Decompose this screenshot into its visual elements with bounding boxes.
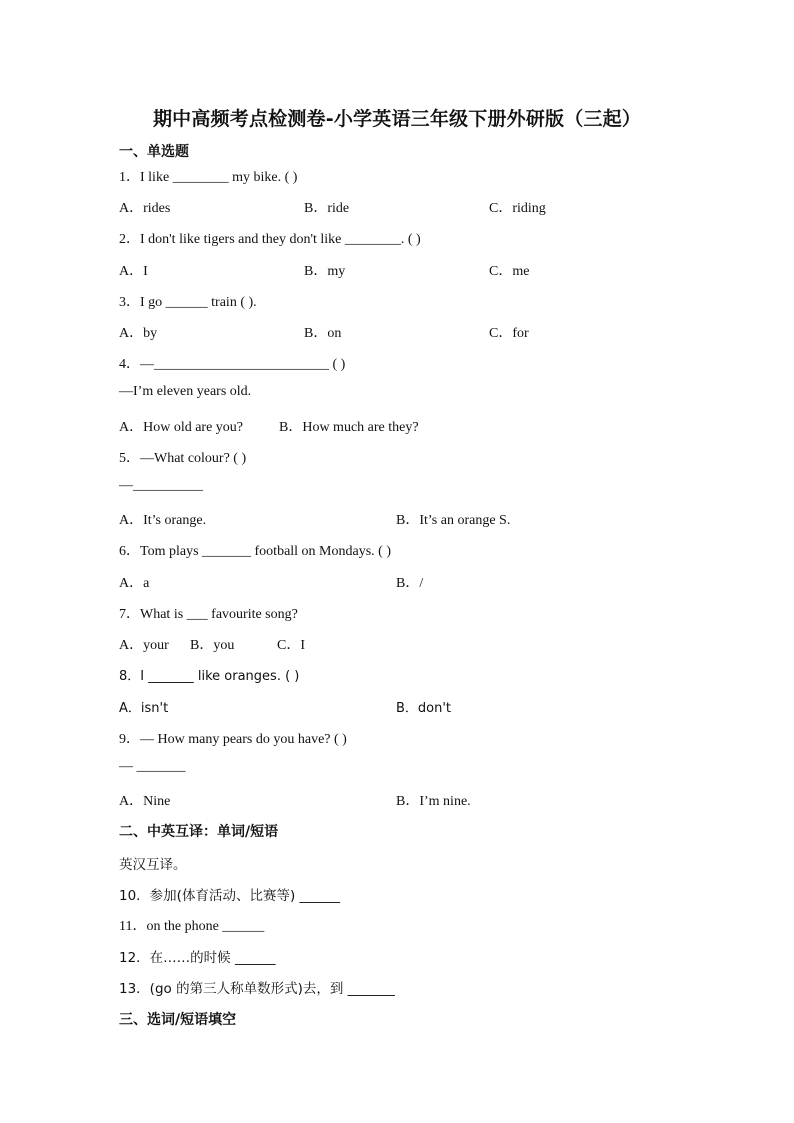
question-8-option-b: B．don't xyxy=(396,701,452,716)
question-2-option-a: A．I xyxy=(119,264,148,279)
question-10-stem: 10．参加(体育活动、比赛等) ______ xyxy=(119,888,341,904)
question-4-option-a: A．How old are you? xyxy=(119,420,244,435)
question-7-option-c: C．I xyxy=(277,638,305,653)
question-1-stem: 1．I like ________ my bike. ( ) xyxy=(119,170,298,185)
translation-instruction: 英汉互译。 xyxy=(119,857,187,873)
question-9-reply: — _______ xyxy=(119,759,186,774)
question-3-stem: 3．I go ______ train ( ). xyxy=(119,295,257,310)
question-6-stem: 6．Tom plays _______ football on Mondays. ( ) xyxy=(119,544,391,559)
question-1-option-c: C．riding xyxy=(489,201,546,216)
question-3-option-b: B．on xyxy=(304,326,342,341)
question-8-option-a: A．isn't xyxy=(119,701,169,716)
question-6-option-a: A．a xyxy=(119,576,150,591)
question-4-option-b: B．How much are they? xyxy=(279,420,419,435)
section-heading-translation: 二、中英互译：单词/短语 xyxy=(119,824,279,840)
question-1-option-a: A．rides xyxy=(119,201,171,216)
question-5-option-a: A．It’s orange. xyxy=(119,513,207,528)
question-7-stem: 7．What is ___ favourite song? xyxy=(119,607,298,622)
section-heading-fill-in: 三、选词/短语填空 xyxy=(119,1012,237,1028)
question-3-option-c: C．for xyxy=(489,326,529,341)
question-13-stem: 13．(go 的第三人称单数形式)去，到 _______ xyxy=(119,981,395,997)
question-7-option-a: A．your xyxy=(119,638,169,653)
question-5-reply: —__________ xyxy=(119,478,203,493)
question-3-option-a: A．by xyxy=(119,326,158,341)
question-11-stem: 11．on the phone ______ xyxy=(119,919,265,934)
question-5-stem: 5．—What colour? ( ) xyxy=(119,451,247,466)
question-9-option-a: A．Nine xyxy=(119,794,171,809)
question-4-stem: 4．—_________________________ ( ) xyxy=(119,357,346,372)
question-2-option-b: B．my xyxy=(304,264,346,279)
question-4-reply: —I’m eleven years old. xyxy=(119,384,252,399)
question-12-stem: 12．在……的时候 ______ xyxy=(119,950,276,966)
question-2-option-c: C．me xyxy=(489,264,530,279)
question-9-stem: 9．— How many pears do you have? ( ) xyxy=(119,732,347,747)
question-2-stem: 2．I don't like tigers and they don't like ________. ( ) xyxy=(119,232,421,247)
question-5-option-b: B．It’s an orange S. xyxy=(396,513,511,528)
page-title: 期中高频考点检测卷-小学英语三年级下册外研版（三起） xyxy=(152,108,642,130)
question-6-option-b: B．/ xyxy=(396,576,424,591)
question-9-option-b: B．I’m nine. xyxy=(396,794,471,809)
question-8-stem: 8．I _______ like oranges. ( ) xyxy=(119,669,300,684)
section-heading-single-choice: 一、单选题 xyxy=(119,144,189,160)
question-1-option-b: B．ride xyxy=(304,201,350,216)
question-7-option-b: B．you xyxy=(190,638,235,653)
